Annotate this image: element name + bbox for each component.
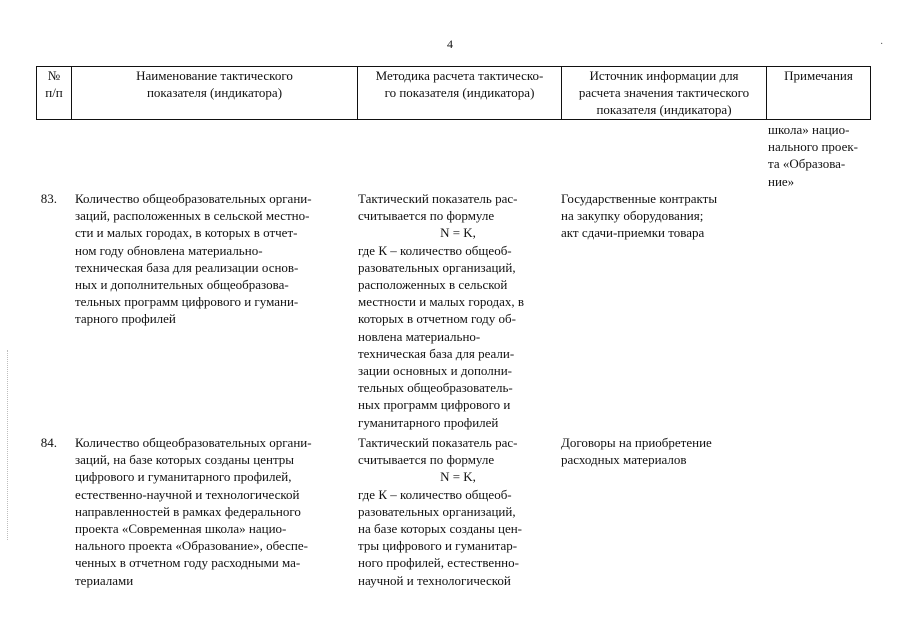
method-line: разовательных организаций, — [358, 259, 516, 275]
row-84-name — [75, 434, 312, 589]
row-84-source — [561, 434, 712, 468]
method-line: разовательных организаций, — [358, 503, 516, 519]
note-line: школа» нацио- — [768, 122, 850, 137]
header-num — [37, 67, 72, 120]
table-header — [36, 66, 871, 120]
header-line: Наименование тактического — [136, 68, 293, 83]
method-line: ного профилей, естественно- — [358, 555, 519, 571]
method-line: местности и малых городах, в — [358, 294, 525, 310]
method-line: зации основных и дополни- — [358, 363, 512, 379]
name-line: естественно-научной и технологической — [75, 486, 300, 502]
source-line: расходных материалов — [561, 452, 687, 468]
source-line: Договоры на приобретение — [561, 435, 712, 450]
header-line: Источник информации для — [589, 68, 739, 83]
name-line: направленностей в рамках федерального — [75, 503, 301, 519]
name-line: сти и малых городах, в которых в отчет- — [75, 225, 298, 241]
method-line: тельных общеобразователь- — [358, 380, 513, 396]
name-line: тарного профилей — [75, 311, 176, 327]
header-line: расчета значения тактического — [578, 85, 750, 101]
name-line: нального проекта «Образование», обеспе- — [75, 538, 308, 554]
name-line: ченных в отчетном году расходными ма- — [75, 555, 301, 571]
method-line: которых в отчетном году об- — [358, 311, 516, 327]
name-line: цифрового и гуманитарного профилей, — [75, 469, 292, 485]
name-line: ных и дополнительных общеобразова- — [75, 277, 289, 293]
row-84-method — [358, 434, 558, 589]
name-line: ном году обновлена материально- — [75, 242, 263, 258]
header-line: Методика расчета тактическо- — [375, 68, 544, 83]
corner-mark: · — [880, 39, 884, 50]
scan-artifact — [7, 350, 14, 540]
continuation-note — [768, 121, 858, 190]
name-line: Количество общеобразовательных органи- — [75, 435, 312, 450]
header-line: показателя (индикатора) — [146, 85, 283, 101]
header-method — [358, 67, 562, 120]
header-line: го показателя (индикатора) — [384, 85, 535, 101]
row-83-number: 83. — [40, 191, 57, 206]
method-line: считывается по формуле — [358, 452, 495, 468]
method-line: Тактический показатель рас- — [358, 191, 518, 206]
method-line: ных программ цифрового и — [358, 397, 511, 413]
name-line: заций, на базе которых созданы центры — [75, 452, 295, 468]
row-83-name — [75, 190, 312, 328]
header-line: п/п — [45, 85, 63, 101]
method-line: тры цифрового и гуманитар- — [358, 538, 518, 554]
name-line: териалами — [75, 572, 134, 588]
header-source — [562, 67, 767, 120]
row-83-source — [561, 190, 717, 242]
method-line: новлена материально- — [358, 328, 481, 344]
header-line: Примечания — [784, 68, 853, 83]
method-line: на базе которых созданы цен- — [358, 521, 523, 537]
name-line: тельных программ цифрового и гумани- — [75, 294, 299, 310]
row-84-number: 84. — [40, 435, 57, 450]
method-line: где К – количество общеоб- — [358, 486, 512, 502]
note-line: та «Образова- — [768, 156, 846, 172]
method-line: техническая база для реали- — [358, 345, 515, 361]
method-line: где К – количество общеоб- — [358, 242, 512, 258]
header-notes — [767, 67, 871, 120]
note-line: ние» — [768, 173, 795, 189]
formula: N = K, — [440, 225, 476, 241]
source-line: Государственные контракты — [561, 191, 718, 206]
name-line: техническая база для реализации основ- — [75, 259, 299, 275]
row-83-method — [358, 190, 558, 431]
method-line: считывается по формуле — [358, 208, 495, 224]
method-line: научной и технологической — [358, 572, 511, 588]
method-line: Тактический показатель рас- — [358, 435, 518, 450]
formula: N = K, — [440, 469, 476, 485]
header-name — [72, 67, 358, 120]
source-line: акт сдачи-приемки товара — [561, 225, 705, 241]
source-line: на закупку оборудования; — [561, 208, 704, 224]
method-line: гуманитарного профилей — [358, 414, 499, 430]
header-line: показателя (индикатора) — [596, 102, 732, 118]
name-line: Количество общеобразовательных органи- — [75, 191, 312, 206]
name-line: заций, расположенных в сельской местно- — [75, 208, 310, 224]
method-line: расположенных в сельской — [358, 277, 508, 293]
header-line: № — [47, 68, 61, 83]
name-line: проекта «Современная школа» нацио- — [75, 521, 287, 537]
page-number: 4 — [447, 37, 453, 51]
note-line: нального проек- — [768, 139, 859, 155]
